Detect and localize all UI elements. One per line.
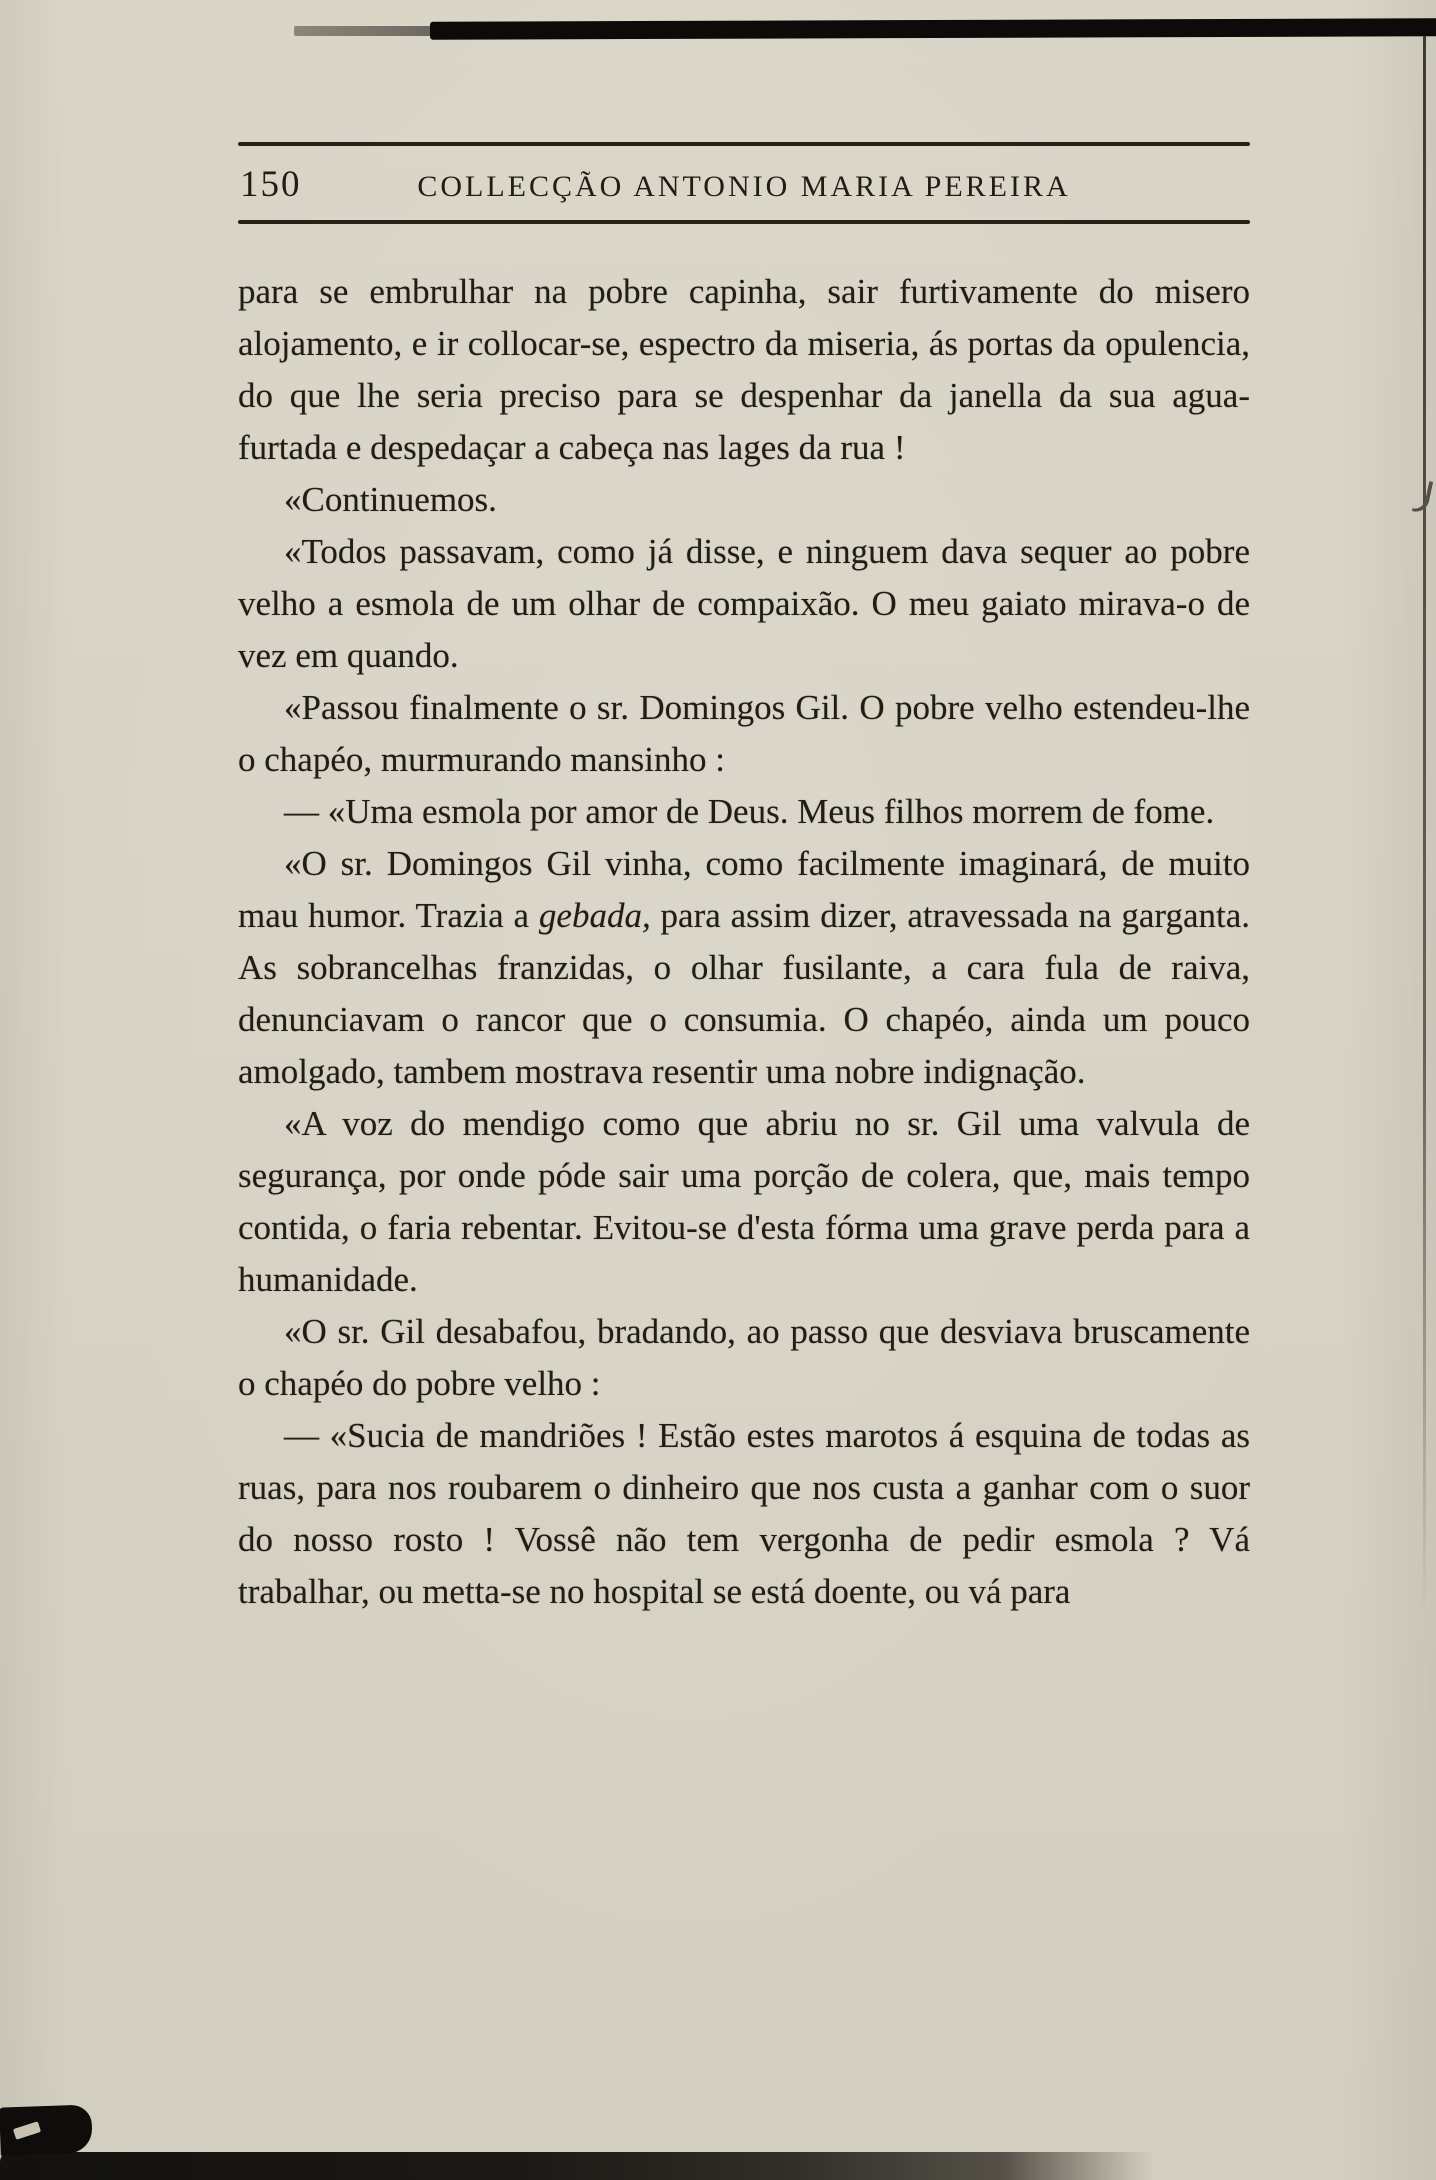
text-run: — «Sucia de mandriões ! Estão estes marotos á esquina de todas as ruas, para nos roubarem o dinheiro que nos custa a ganhar com o suor do nosso rosto ! Vossê não tem vergonha de pedir esmola ? Vá trabalhar, ou metta-se no hospital se está doente, ou vá para [238,1416,1250,1611]
paragraph [238,682,1250,786]
text-block [238,142,1250,1618]
paragraph [238,1306,1250,1410]
text-run: — «Uma esmola por amor de Deus. Meus filhos morrem de fome. [284,792,1215,831]
text-run: «A voz do mendigo como que abriu no sr. Gil uma valvula de segurança, por onde póde sair uma porção de colera, que, mais tempo contida, o faria rebentar. Evitou-se d'esta fórma uma grave perda para a humanidade. [238,1104,1250,1299]
scan-artifact-top-gray-bar [294,26,442,36]
text-run: para se embrulhar na pobre capinha, sair furtivamente do misero alojamento, e ir collocar-se, espectro da miseria, ás portas da opulencia, do que lhe seria preciso para se despenhar da janella da sua agua-furtada e despedaçar a cabeça nas lages da rua ! [238,272,1250,467]
text-run: «Continuemos. [284,480,497,519]
scan-artifact-right-margin-mark [1412,479,1434,514]
paragraph [238,526,1250,682]
paragraph [238,1410,1250,1618]
paragraph [238,786,1250,838]
text-run: «O sr. Domingos Gil vinha, como facilmente imaginará, de muito mau humor. Trazia a [238,844,1250,935]
page-header [238,146,1250,220]
scan-artifact-bottom-shadow-band [0,2152,1165,2180]
text-run: para assim dizer, atravessada na garganta. As sobrancelhas franzidas, o olhar fusilante, a cara fula de raiva, denunciavam o rancor que o consumia. O chapéo, ainda um pouco amolgado, tambem mostrava resentir uma nobre indignação. [238,896,1250,1091]
paragraph [238,838,1250,1098]
scan-artifact-top-black-bar [430,18,1436,40]
text-body [238,266,1250,1618]
paragraph [238,266,1250,474]
running-title: COLLECÇÃO ANTONIO MARIA PEREIRA [417,170,1071,203]
header-rule-bottom [238,220,1250,224]
scan-artifact-right-edge-line [1423,36,1426,1616]
italic-text-run: gebada, [538,896,651,935]
paragraph [238,474,1250,526]
text-run: «O sr. Gil desabafou, bradando, ao passo que desviava bruscamente o chapéo do pobre velho : [238,1312,1250,1403]
paragraph [238,1098,1250,1306]
text-run: «Passou finalmente o sr. Domingos Gil. O pobre velho estendeu-lhe o chapéo, murmurando mansinho : [238,688,1250,779]
page-number: 150 [240,164,302,205]
text-run: «Todos passavam, como já disse, e ninguem dava sequer ao pobre velho a esmola de um olhar de compaixão. O meu gaiato mirava-o de vez em quando. [238,532,1250,675]
